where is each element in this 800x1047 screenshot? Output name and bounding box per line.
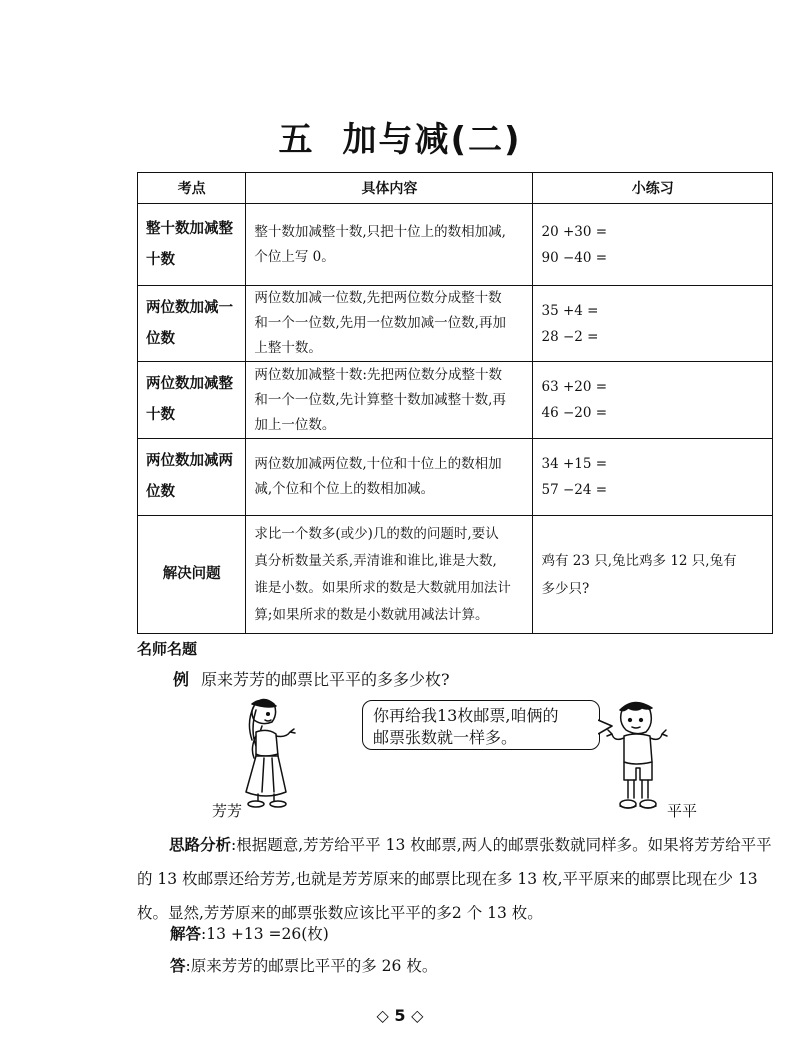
- topic-cell: 解决问题: [138, 516, 246, 634]
- example-label: 例: [173, 670, 190, 689]
- table-row: [138, 516, 773, 634]
- header-practice: 小练习: [533, 173, 773, 204]
- content-cell: 整十数加减整十数,只把十位上的数相加减, 个位上写 0。: [246, 204, 533, 286]
- example-question: [173, 667, 450, 690]
- topic-cell: 整十数加减整 十数: [138, 204, 246, 286]
- summary-table: [137, 172, 773, 634]
- speech-bubble: 你再给我13枚邮票,咱俩的 邮票张数就一样多。: [362, 700, 600, 750]
- boy-name: 平平: [667, 802, 698, 820]
- boy-illustration: [606, 696, 670, 816]
- analysis-text: :根据题意,芳芳给平平 13 枚邮票,两人的邮票张数就同样多。如果将芳芳给平平的 13 枚邮票还给芳芳,也就是芳芳原来的邮票比现在多 13 枚,平平原来的邮票比现在少 13 枚。显然,芳芳原来的邮票张数应该比平平的多2 个 13 枚。: [137, 836, 772, 922]
- answer-text: :原来芳芳的邮票比平平的多 26 枚。: [185, 957, 438, 975]
- table-row: [138, 204, 773, 286]
- chapter-title: 加与减(二): [342, 120, 522, 160]
- solution-label: 解答: [170, 925, 202, 943]
- header-content: 具体内容: [246, 173, 533, 204]
- content-cell: 求比一个数多(或少)几的数的问题时,要认 真分析数量关系,弄清谁和谁比,谁是大数, 谁是小数。如果所求的数是大数就用加法计 算;如果所求的数是小数就用减法计算。: [246, 516, 533, 634]
- topic-cell: 两位数加减一 位数: [138, 286, 246, 362]
- girl-name: 芳芳: [212, 802, 243, 820]
- chapter-number: 五: [278, 120, 315, 160]
- practice-cell: 35 +4 = 28 −2 =: [533, 286, 773, 362]
- content-cell: 两位数加减两位数,十位和十位上的数相加 减,个位和个位上的数相加减。: [246, 439, 533, 516]
- section-heading: 名师名题: [137, 640, 198, 658]
- content-cell: 两位数加减整十数:先把两位数分成整十数 和一个一位数,先计算整十数加减整十数,再 加上一位数。: [246, 362, 533, 439]
- table-row: [138, 439, 773, 516]
- topic-cell: 两位数加减整 十数: [138, 362, 246, 439]
- topic-cell: 两位数加减两 位数: [138, 439, 246, 516]
- answer-line: [170, 954, 437, 976]
- table-header-row: [138, 173, 773, 204]
- content-cell: 两位数加减一位数,先把两位数分成整十数 和一个一位数,先用一位数加减一位数,再加 上整十数。: [246, 286, 533, 362]
- analysis-paragraph: [137, 828, 777, 930]
- analysis-label: 思路分析: [169, 836, 232, 854]
- girl-illustration: [232, 696, 302, 808]
- table-row: [138, 362, 773, 439]
- practice-cell: 20 +30 = 90 −40 =: [533, 204, 773, 286]
- practice-cell: 34 +15 = 57 −24 =: [533, 439, 773, 516]
- table-row: [138, 286, 773, 362]
- answer-label: 答: [170, 957, 186, 975]
- page-title: [0, 112, 800, 161]
- practice-cell: 63 +20 = 46 −20 =: [533, 362, 773, 439]
- example-text: 原来芳芳的邮票比平平的多多少枚?: [201, 670, 450, 689]
- header-topic: 考点: [138, 173, 246, 204]
- practice-cell: 鸡有 23 只,兔比鸡多 12 只,兔有 多少只?: [533, 516, 773, 634]
- page-number: ◇ 5 ◇: [376, 1006, 424, 1025]
- solution-line: [170, 922, 329, 944]
- solution-text: :13 +13 =26(枚): [201, 925, 329, 943]
